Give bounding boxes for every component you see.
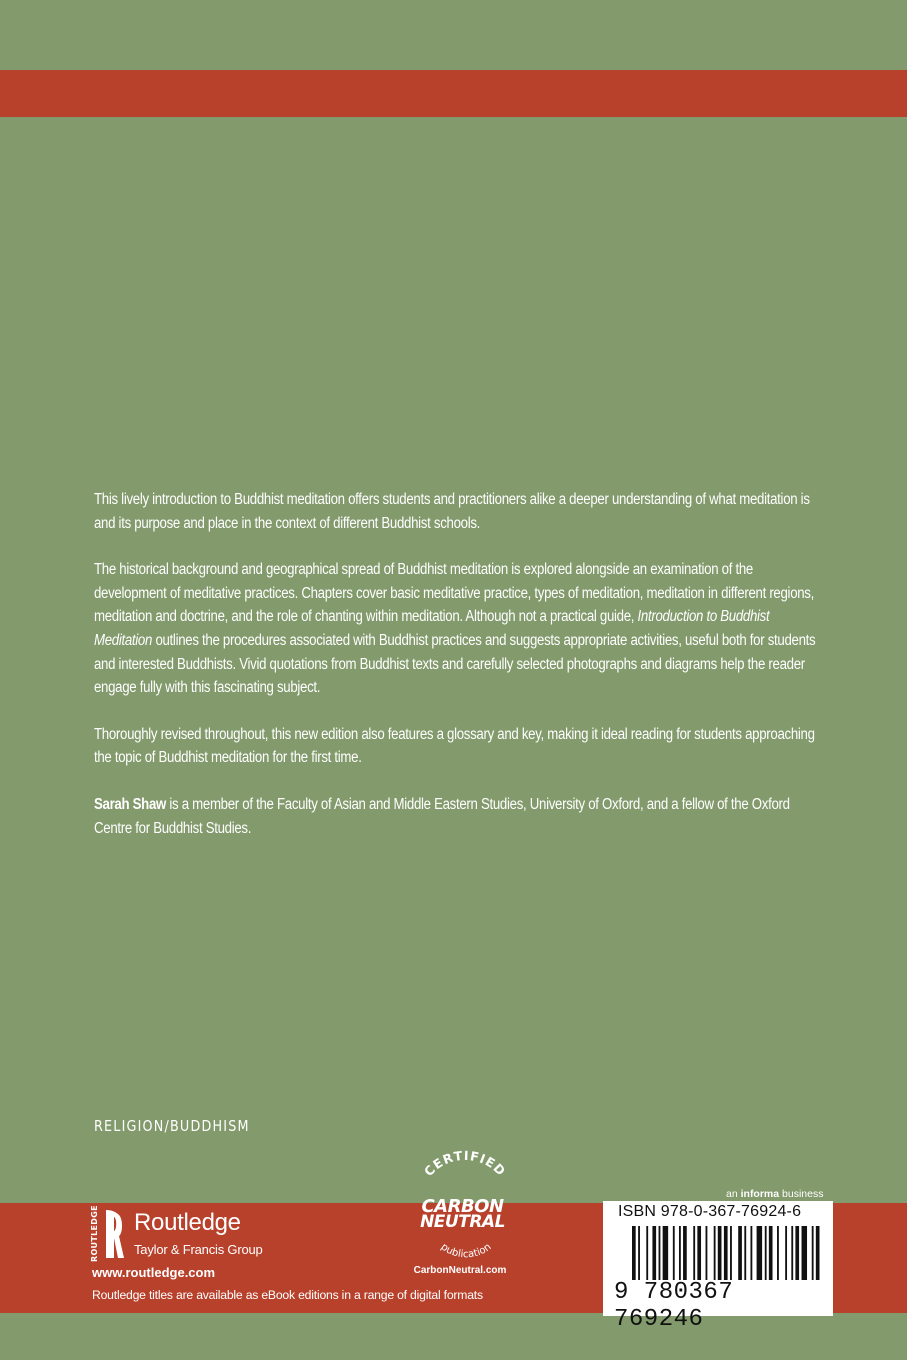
barcode-bar [738, 1226, 742, 1280]
barcode-bar [679, 1226, 681, 1280]
carbon-word: CARBON [421, 1196, 504, 1217]
blurb-paragraph-2 [94, 558, 822, 700]
barcode-bar [683, 1226, 687, 1280]
barcode-bar [714, 1226, 716, 1280]
barcode-bar [769, 1226, 773, 1280]
barcode-bar [744, 1226, 746, 1280]
subject-category: RELIGION/BUDDHISM [94, 1117, 250, 1135]
carbon-neutral-website: CarbonNeutral.com [413, 1265, 507, 1276]
svg-text:publication [439, 1242, 494, 1261]
barcode-bar [785, 1226, 787, 1280]
neutral-word: NEUTRAL [420, 1212, 505, 1232]
barcode-bar [791, 1226, 793, 1280]
barcode-bar [724, 1226, 728, 1280]
barcode-bar [652, 1226, 656, 1280]
author-bio-text: is a member of the Faculty of Asian and Middle Eastern Studies, University of Oxford, and a fellow of the Oxford Centre for Buddhist Studies. [94, 795, 790, 837]
blurb-p2-start: The historical background and geographical spread of Buddhist meditation is explored alongside an examination of the development of meditative practices. Chapters cover basic meditative practice, types of meditation, meditation in different regions, meditation and doctrine, and the role of chanting within meditation. Although not a practical guide, [94, 561, 815, 626]
svg-text:CERTIFIED [421, 1150, 509, 1179]
barcode-bar [812, 1226, 814, 1280]
barcode-bar [663, 1226, 669, 1280]
barcode-bar [638, 1226, 640, 1280]
barcode-bar [730, 1226, 732, 1280]
publication-text: publication [438, 1241, 494, 1261]
barcode-bar [673, 1226, 675, 1280]
barcode-bar [777, 1226, 779, 1280]
barcode-digits: 9 780367 769246 [614, 1279, 734, 1333]
blurb-paragraph-1: This lively introduction to Buddhist meditation offers students and practitioners alike a deeper understanding of what meditation is and its purpose and place in the context of different Buddhist schools. [94, 491, 810, 532]
barcode-bar [795, 1226, 799, 1280]
barcode-image [632, 1226, 824, 1280]
isbn-label: ISBN 978-0-367-76924-6 [618, 1203, 802, 1220]
certified-text: CERTIFIED [420, 1150, 510, 1180]
ebook-note: Routledge titles are available as eBook editions in a range of digital formats [92, 1288, 483, 1302]
barcode-bar [697, 1226, 701, 1280]
publisher-website: www.routledge.com [92, 1265, 216, 1280]
back-cover-blurb [94, 488, 822, 863]
top-color-band [0, 70, 907, 117]
barcode-bar [757, 1226, 763, 1280]
author-bio [94, 793, 822, 840]
publisher-name: Routledge [134, 1209, 241, 1236]
book-title-italic: Introduction to Buddhist Meditation [94, 608, 770, 649]
informa-prefix: an [726, 1188, 741, 1200]
blurb-p2-end: outlines the procedures associated with Buddhist practices and suggests appropriate activities, useful both for students and interested Buddhists. Vivid quotations from Buddhist texts and carefully selected photographs and diagrams help the reader engage fully with this fascinating subject. [94, 631, 816, 697]
barcode-bar [816, 1226, 820, 1280]
publisher-group: Taylor & Francis Group [134, 1242, 263, 1257]
carbon-neutral-seal [395, 1150, 530, 1280]
blurb-paragraph-3: Thoroughly revised throughout, this new edition also features a glossary and key, making it ideal reading for students approaching the topic of Buddhist meditation for the first time. [94, 725, 815, 767]
author-name: Sarah Shaw [94, 795, 167, 813]
informa-brand: informa [740, 1188, 780, 1200]
barcode-bar [718, 1226, 722, 1280]
informa-business-tagline [726, 1188, 823, 1200]
barcode-bar [632, 1226, 636, 1280]
barcode-bar [706, 1226, 708, 1280]
barcode-bar [750, 1226, 752, 1280]
barcode-bar [659, 1226, 661, 1280]
barcode-bar [693, 1226, 695, 1280]
routledge-vertical-text: ROUTLEDGE [90, 1205, 99, 1262]
barcode-bar [646, 1226, 648, 1280]
barcode-bar [802, 1226, 808, 1280]
informa-suffix: business [779, 1188, 824, 1200]
barcode-bar [765, 1226, 767, 1280]
